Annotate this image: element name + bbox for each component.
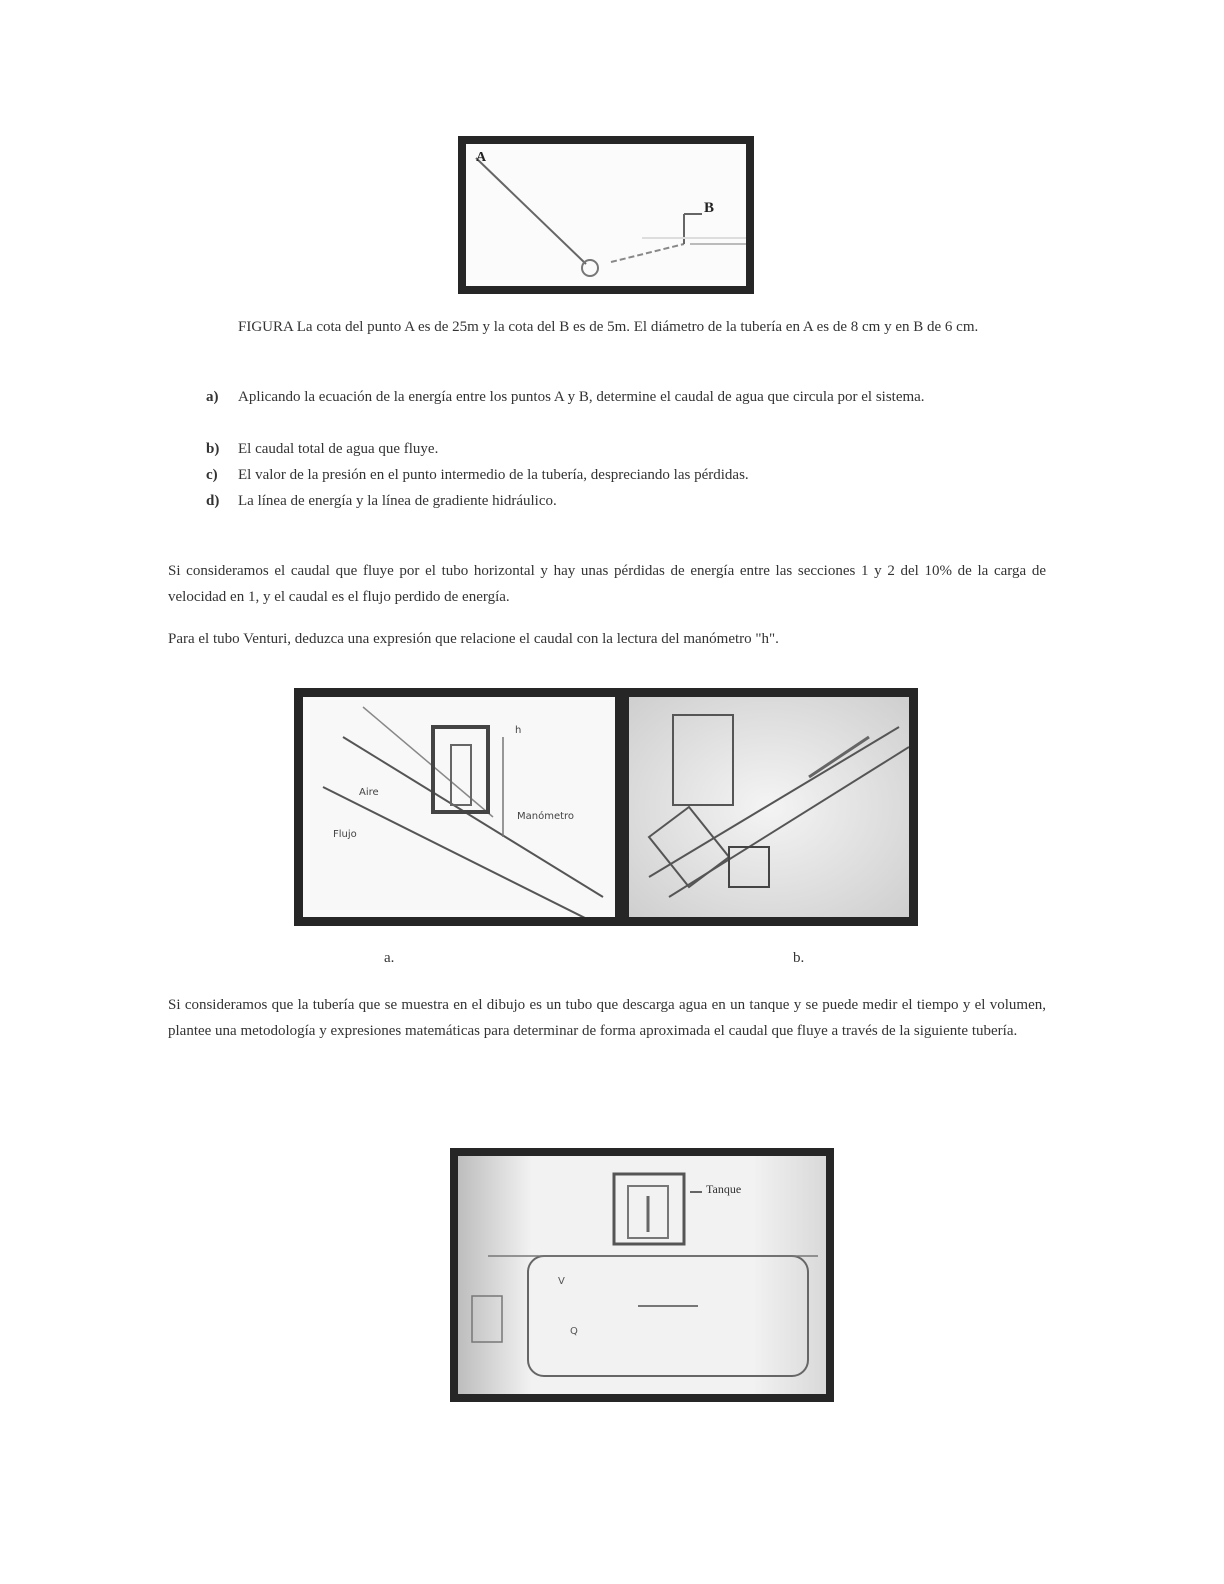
figure-3-tank-sketch bbox=[450, 1148, 834, 1402]
question-text: La línea de energía y la línea de gradiente hidráulico. bbox=[238, 493, 557, 509]
question-marker: d) bbox=[206, 493, 220, 509]
paragraph-1: Si consideramos el caudal que fluye por el tubo horizontal y hay unas pérdidas de energía entre las secciones 1 y 2 del 10% de la carga de velocidad en 1, y el caudal es el flujo perdido de energía. bbox=[168, 563, 1046, 605]
figure3-label: Tanque bbox=[706, 1182, 742, 1196]
svg-text:Flujo: Flujo bbox=[333, 829, 357, 840]
svg-text:Q: Q bbox=[570, 1326, 578, 1337]
paragraph-3: Si consideramos que la tubería que se muestra en el dibujo es un tubo que descarga agua en un tanque y se puede medir el tiempo y el volumen, plantee una metodología y expresiones matemáticas para determinar de forma aproximada el caudal que fluye a través de la siguiente tubería. bbox=[168, 997, 1046, 1039]
figure2-label-a: a. bbox=[384, 950, 395, 966]
svg-text:Manómetro: Manómetro bbox=[517, 811, 575, 822]
question-marker: b) bbox=[206, 441, 220, 457]
question-text: El caudal total de agua que fluye. bbox=[238, 441, 439, 457]
svg-text:V: V bbox=[558, 1276, 565, 1287]
svg-text:Aire: Aire bbox=[359, 787, 379, 798]
sketch-a-drawing bbox=[303, 697, 615, 917]
question-marker: a) bbox=[206, 389, 219, 405]
tank-sketch-drawing bbox=[458, 1156, 826, 1394]
figure1-caption: FIGURA La cota del punto A es de 25m y la cota del B es de 5m. El diámetro de la tubería en A es de 8 cm y en B de 6 cm. bbox=[238, 319, 979, 335]
question-marker: c) bbox=[206, 467, 218, 483]
figure-2b-photo bbox=[620, 688, 918, 926]
sketch-b-drawing bbox=[629, 697, 909, 917]
figure-pipe-profile bbox=[458, 136, 754, 294]
figure1-label-b: B bbox=[704, 200, 715, 216]
svg-text:h: h bbox=[515, 725, 522, 736]
figure1-label-a: A bbox=[476, 150, 487, 165]
figure-2a-sketch bbox=[294, 688, 624, 926]
figure2-label-b: b. bbox=[793, 950, 805, 966]
question-text: Aplicando la ecuación de la energía entre los puntos A y B, determine el caudal de agua que circula por el sistema. bbox=[238, 389, 925, 405]
question-text: El valor de la presión en el punto intermedio de la tubería, despreciando las pérdidas. bbox=[238, 467, 749, 483]
paragraph-2: Para el tubo Venturi, deduzca una expresión que relacione el caudal con la lectura del manómetro "h". bbox=[168, 631, 779, 647]
